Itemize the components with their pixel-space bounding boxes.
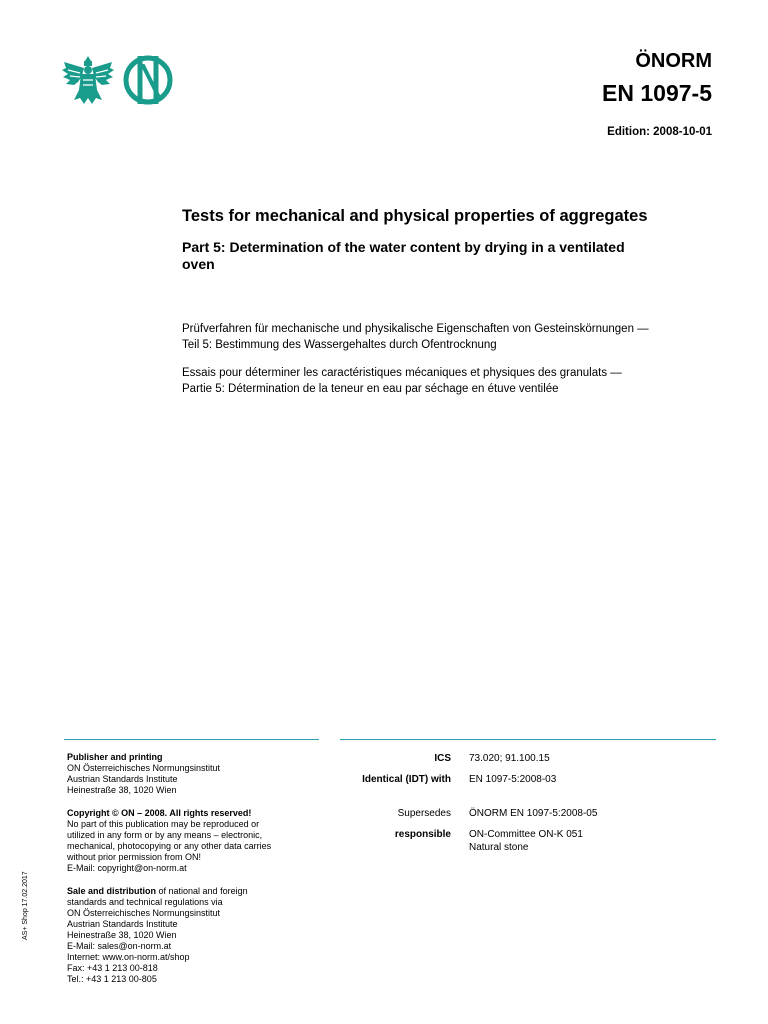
footer-divider-right — [340, 739, 716, 740]
distribution-line: Heinestraße 38, 1020 Wien — [67, 930, 177, 940]
french-title: Essais pour déterminer les caractéristiques mécaniques et physiques des granulats — Partie 5: Détermination de la teneur en eau par séchage en étuve ventilée — [182, 367, 622, 395]
distribution-block — [67, 886, 319, 985]
copyright-email: E-Mail: copyright@on-norm.at — [67, 863, 187, 873]
publisher-line: ON Österreichisches Normungsinstitut — [67, 763, 221, 773]
meta-key: ICS — [434, 753, 451, 764]
copyright-block — [67, 808, 319, 874]
austrian-eagle-icon — [60, 52, 116, 106]
copyright-line: without prior permission from ON! — [67, 852, 202, 862]
meta-key: Identical (IDT) with — [362, 774, 451, 785]
distribution-email: E-Mail: sales@on-norm.at — [67, 941, 172, 951]
copyright-heading: Copyright © ON – 2008. All rights reserved! — [67, 808, 252, 818]
publisher-block — [67, 752, 319, 796]
distribution-tel: Tel.: +43 1 213 00-805 — [67, 974, 157, 984]
footer-left-column — [67, 752, 319, 997]
copyright-line: utilized in any form or by any means – electronic, — [67, 830, 263, 840]
norm-number: EN 1097-5 — [602, 80, 712, 106]
part-title: Part 5: Determination of the water content by drying in a ventilated oven — [182, 239, 625, 272]
distribution-internet: Internet: www.on-norm.at/shop — [67, 952, 190, 962]
distribution-line: ON Österreichisches Normungsinstitut — [67, 908, 221, 918]
meta-value: ON-Committee ON-K 051 — [469, 829, 583, 840]
side-stamp: AS+ Shop 17.02.2017 — [22, 871, 29, 940]
meta-value: ÖNORM EN 1097-5:2008-05 — [469, 808, 598, 819]
edition-date: Edition: 2008-10-01 — [607, 126, 712, 138]
distribution-line: standards and technical regulations via — [67, 897, 223, 907]
publisher-line: Austrian Standards Institute — [67, 774, 178, 784]
distribution-fax: Fax: +43 1 213 00-818 — [67, 963, 158, 973]
distribution-heading: Sale and distribution — [67, 886, 157, 896]
main-title: Tests for mechanical and physical properties of aggregates — [182, 207, 648, 225]
publisher-heading: Publisher and printing — [67, 752, 163, 762]
copyright-line: mechanical, photocopying or any other data carries — [67, 841, 272, 851]
distribution-heading-line — [67, 886, 319, 897]
meta-value: 73.020; 91.100.15 — [469, 753, 550, 764]
copyright-line: No part of this publication may be reproduced or — [67, 819, 260, 829]
meta-key: Supersedes — [397, 808, 451, 819]
footer-divider-left — [64, 739, 319, 740]
meta-key: responsible — [394, 829, 451, 840]
title-block — [182, 206, 652, 397]
norm-label: ÖNORM — [635, 50, 712, 72]
meta-value: EN 1097-5:2008-03 — [469, 774, 557, 785]
logo-group — [60, 52, 176, 106]
german-title: Prüfverfahren für mechanische und physikalische Eigenschaften von Gesteinskörnungen — Teil 5: Bestimmung des Wassergehaltes durch Ofentrocknung — [182, 323, 649, 351]
on-logo-icon — [122, 54, 174, 106]
meta-value-secondary: Natural stone — [469, 842, 529, 853]
distribution-line: Austrian Standards Institute — [67, 919, 178, 929]
distribution-heading-tail: of national and foreign — [156, 886, 248, 896]
publisher-line: Heinestraße 38, 1020 Wien — [67, 785, 177, 795]
